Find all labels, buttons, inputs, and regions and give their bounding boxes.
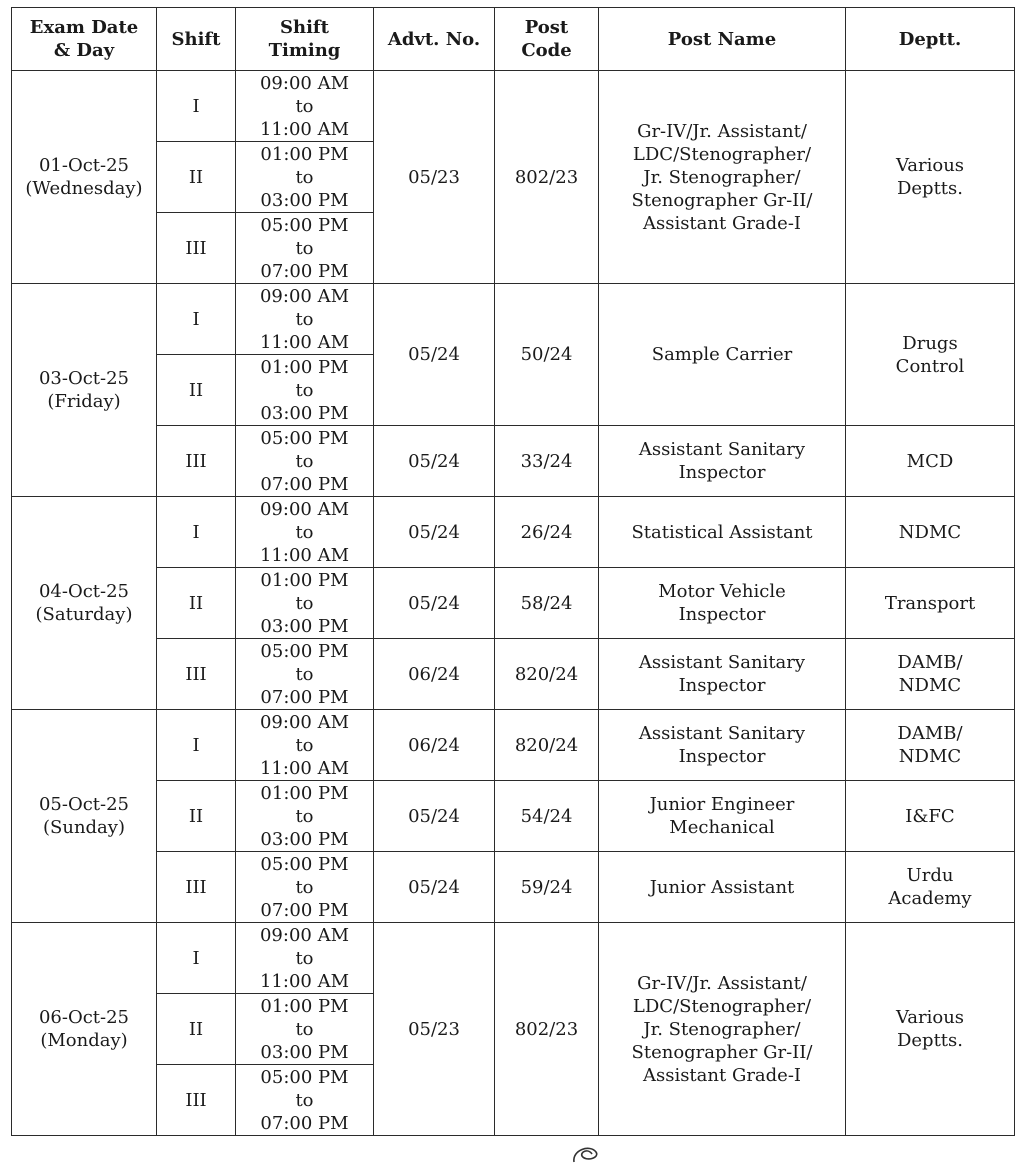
shift-start-time: 05:00 PM <box>260 853 349 875</box>
post-name-line: Assistant Sanitary <box>638 439 806 460</box>
shift-end-time: 11:00 AM <box>259 970 350 992</box>
post-name-cell <box>599 284 846 426</box>
shift-start-time: 05:00 PM <box>260 1066 349 1088</box>
deptt-cell <box>846 497 1015 568</box>
post-name-cell <box>599 71 846 284</box>
schedule-row <box>12 852 1015 923</box>
post-name-line: Gr-IV/Jr. Assistant/ <box>637 972 807 994</box>
header-deptt: Deptt. <box>846 8 1015 71</box>
post-name-line: Inspector <box>678 746 766 767</box>
deptt-cell <box>846 852 1015 923</box>
advt-no-cell: 06/24 <box>374 639 495 710</box>
advt-no-cell: 06/24 <box>374 710 495 781</box>
shift-end-time: 03:00 PM <box>260 615 349 637</box>
shift-cell: II <box>157 781 236 852</box>
post-code-cell: 58/24 <box>495 568 599 639</box>
shift-cell: II <box>157 355 236 426</box>
shift-end-time: 03:00 PM <box>260 828 349 850</box>
shift-start-time: 09:00 AM <box>259 498 350 520</box>
schedule-row <box>12 284 1015 355</box>
deptt-line: MCD <box>906 450 954 472</box>
header-post-code <box>495 8 599 71</box>
deptt-cell <box>846 71 1015 284</box>
post-name-line: Sample Carrier <box>651 344 793 365</box>
schedule-row <box>12 497 1015 568</box>
shift-start-time: 01:00 PM <box>260 995 349 1017</box>
shift-time-separator: to <box>295 450 314 472</box>
post-name-line: Jr. Stenographer/ <box>643 1018 801 1040</box>
shift-start-time: 01:00 PM <box>260 782 349 804</box>
post-code-cell: 59/24 <box>495 852 599 923</box>
header-code-line1: Post <box>524 17 569 38</box>
shift-time-separator: to <box>295 166 314 188</box>
post-name-cell <box>599 923 846 1136</box>
shift-start-time: 01:00 PM <box>260 569 349 591</box>
deptt-line: Control <box>895 355 965 377</box>
shift-end-time: 07:00 PM <box>260 260 349 282</box>
header-code-line2: Code <box>521 40 572 61</box>
shift-time-separator: to <box>295 592 314 614</box>
shift-cell: I <box>157 71 236 142</box>
post-name-line: Stenographer Gr-II/ <box>631 189 813 211</box>
deptt-line: Academy <box>888 888 972 909</box>
post-name-line: Stenographer Gr-II/ <box>631 1041 813 1063</box>
advt-no-cell: 05/24 <box>374 426 495 497</box>
post-code-cell: 820/24 <box>495 639 599 710</box>
post-name-line: Inspector <box>678 462 766 483</box>
shift-start-time: 09:00 AM <box>259 285 350 307</box>
exam-day: (Saturday) <box>35 604 133 625</box>
post-code-cell: 802/23 <box>495 923 599 1136</box>
shift-timing-cell <box>236 568 374 639</box>
post-name-line: Assistant Grade-I <box>642 1064 802 1086</box>
post-name-line: Motor Vehicle <box>658 581 786 602</box>
header-exam-date <box>12 8 157 71</box>
schedule-row <box>12 639 1015 710</box>
deptt-line: NDMC <box>898 746 962 767</box>
exam-date-cell <box>12 710 157 923</box>
exam-date: 04-Oct-25 <box>38 581 130 602</box>
shift-time-separator: to <box>295 947 314 969</box>
advt-no-cell: 05/24 <box>374 284 495 426</box>
shift-timing-cell <box>236 284 374 355</box>
deptt-line: NDMC <box>898 675 962 696</box>
shift-end-time: 03:00 PM <box>260 1041 349 1063</box>
post-name-line: Jr. Stenographer/ <box>643 166 801 188</box>
deptt-line: DAMB/ <box>897 723 963 744</box>
deptt-line: Urdu <box>906 865 954 886</box>
deptt-cell <box>846 781 1015 852</box>
post-name-line: Assistant Grade-I <box>642 212 802 234</box>
header-shift: Shift <box>157 8 236 71</box>
header-timing-line1: Shift <box>280 17 329 38</box>
post-name-line: Inspector <box>678 675 766 696</box>
post-name-line: Junior Engineer <box>649 794 795 815</box>
advt-no-cell: 05/24 <box>374 781 495 852</box>
post-name-cell <box>599 497 846 568</box>
deptt-line: Various <box>895 1007 965 1028</box>
exam-day: (Wednesday) <box>25 178 143 199</box>
shift-timing-cell <box>236 923 374 994</box>
shift-end-time: 11:00 AM <box>259 544 350 566</box>
shift-time-separator: to <box>295 95 314 117</box>
post-code-cell: 820/24 <box>495 710 599 781</box>
shift-time-separator: to <box>295 237 314 259</box>
deptt-cell <box>846 284 1015 426</box>
shift-start-time: 05:00 PM <box>260 640 349 662</box>
shift-end-time: 03:00 PM <box>260 189 349 211</box>
shift-start-time: 05:00 PM <box>260 214 349 236</box>
schedule-row <box>12 426 1015 497</box>
exam-date-cell <box>12 284 157 497</box>
post-code-cell: 802/23 <box>495 71 599 284</box>
exam-day: (Monday) <box>40 1030 128 1051</box>
shift-timing-cell <box>236 994 374 1065</box>
schedule-body <box>12 71 1015 1136</box>
post-code-cell: 26/24 <box>495 497 599 568</box>
shift-time-separator: to <box>295 1089 314 1111</box>
post-name-line: Mechanical <box>669 817 775 838</box>
shift-cell: III <box>157 639 236 710</box>
exam-date-cell <box>12 923 157 1136</box>
shift-cell: I <box>157 284 236 355</box>
deptt-line: Deptts. <box>896 1030 964 1051</box>
exam-date: 06-Oct-25 <box>38 1007 130 1028</box>
exam-date-cell <box>12 497 157 710</box>
exam-schedule-table <box>11 7 1015 1136</box>
shift-timing-cell <box>236 355 374 426</box>
shift-cell: II <box>157 568 236 639</box>
shift-timing-cell <box>236 710 374 781</box>
shift-cell: III <box>157 426 236 497</box>
shift-timing-cell <box>236 213 374 284</box>
header-shift-timing <box>236 8 374 71</box>
shift-time-separator: to <box>295 663 314 685</box>
shift-end-time: 07:00 PM <box>260 686 349 708</box>
deptt-line: Transport <box>884 592 976 614</box>
deptt-cell <box>846 426 1015 497</box>
shift-cell: II <box>157 142 236 213</box>
shift-timing-cell <box>236 639 374 710</box>
deptt-line: DAMB/ <box>897 652 963 673</box>
shift-end-time: 03:00 PM <box>260 402 349 424</box>
header-exam-date-line2: & Day <box>53 40 115 61</box>
shift-time-separator: to <box>295 876 314 898</box>
header-post-name: Post Name <box>599 8 846 71</box>
shift-timing-cell <box>236 1065 374 1136</box>
header-exam-date-line1: Exam Date <box>29 17 139 38</box>
shift-end-time: 11:00 AM <box>259 757 350 779</box>
schedule-row <box>12 71 1015 142</box>
schedule-row <box>12 781 1015 852</box>
shift-time-separator: to <box>295 521 314 543</box>
exam-schedule-sheet <box>11 7 1015 1136</box>
shift-cell: I <box>157 497 236 568</box>
post-name-line: Junior Assistant <box>649 876 795 898</box>
post-name-line: Statistical Assistant <box>631 521 813 543</box>
shift-end-time: 11:00 AM <box>259 331 350 353</box>
exam-date: 01-Oct-25 <box>38 155 130 176</box>
post-code-cell: 54/24 <box>495 781 599 852</box>
post-name-cell <box>599 852 846 923</box>
shift-start-time: 09:00 AM <box>259 72 350 94</box>
exam-date-cell <box>12 71 157 284</box>
shift-time-separator: to <box>295 379 314 401</box>
shift-start-time: 01:00 PM <box>260 143 349 165</box>
schedule-row <box>12 568 1015 639</box>
shift-end-time: 07:00 PM <box>260 899 349 921</box>
deptt-cell <box>846 639 1015 710</box>
shift-cell: III <box>157 852 236 923</box>
shift-time-separator: to <box>295 805 314 827</box>
header-timing-line2: Timing <box>268 40 341 61</box>
post-name-line: Assistant Sanitary <box>638 723 806 744</box>
shift-cell: I <box>157 923 236 994</box>
advt-no-cell: 05/23 <box>374 71 495 284</box>
shift-start-time: 09:00 AM <box>259 711 350 733</box>
exam-day: (Sunday) <box>43 817 125 838</box>
shift-end-time: 07:00 PM <box>260 1112 349 1134</box>
shift-start-time: 01:00 PM <box>260 356 349 378</box>
deptt-line: Various <box>895 155 965 176</box>
header-row <box>12 8 1015 71</box>
post-name-line: Gr-IV/Jr. Assistant/ <box>637 120 807 142</box>
deptt-line: NDMC <box>898 521 962 543</box>
shift-timing-cell <box>236 852 374 923</box>
post-name-cell <box>599 426 846 497</box>
advt-no-cell: 05/24 <box>374 852 495 923</box>
shift-cell: I <box>157 710 236 781</box>
post-code-cell: 33/24 <box>495 426 599 497</box>
deptt-cell <box>846 923 1015 1136</box>
shift-timing-cell <box>236 71 374 142</box>
post-name-line: Assistant Sanitary <box>638 652 806 673</box>
post-name-line: LDC/Stenographer/ <box>632 143 812 165</box>
deptt-line: Deptts. <box>896 178 964 199</box>
post-name-cell <box>599 568 846 639</box>
post-name-cell <box>599 710 846 781</box>
schedule-row <box>12 923 1015 994</box>
shift-timing-cell <box>236 781 374 852</box>
shift-timing-cell <box>236 142 374 213</box>
shift-start-time: 09:00 AM <box>259 924 350 946</box>
deptt-cell <box>846 568 1015 639</box>
shift-start-time: 05:00 PM <box>260 427 349 449</box>
shift-timing-cell <box>236 426 374 497</box>
post-name-line: Inspector <box>678 604 766 625</box>
shift-cell: III <box>157 213 236 284</box>
shift-cell: III <box>157 1065 236 1136</box>
advt-no-cell: 05/23 <box>374 923 495 1136</box>
shift-end-time: 07:00 PM <box>260 473 349 495</box>
advt-no-cell: 05/24 <box>374 497 495 568</box>
deptt-line: I&FC <box>905 805 955 827</box>
shift-time-separator: to <box>295 1018 314 1040</box>
deptt-line: Drugs <box>902 332 958 354</box>
schedule-row <box>12 710 1015 781</box>
header-advt-no: Advt. No. <box>374 8 495 71</box>
shift-timing-cell <box>236 497 374 568</box>
exam-date: 03-Oct-25 <box>38 368 130 389</box>
advt-no-cell: 05/24 <box>374 568 495 639</box>
exam-date: 05-Oct-25 <box>38 794 130 815</box>
shift-end-time: 11:00 AM <box>259 118 350 140</box>
deptt-cell <box>846 710 1015 781</box>
post-name-cell <box>599 639 846 710</box>
post-name-line: LDC/Stenographer/ <box>632 995 812 1017</box>
signature-mark <box>568 1142 608 1164</box>
shift-cell: II <box>157 994 236 1065</box>
shift-time-separator: to <box>295 308 314 330</box>
post-name-cell <box>599 781 846 852</box>
post-code-cell: 50/24 <box>495 284 599 426</box>
exam-day: (Friday) <box>47 391 121 412</box>
shift-time-separator: to <box>295 734 314 756</box>
